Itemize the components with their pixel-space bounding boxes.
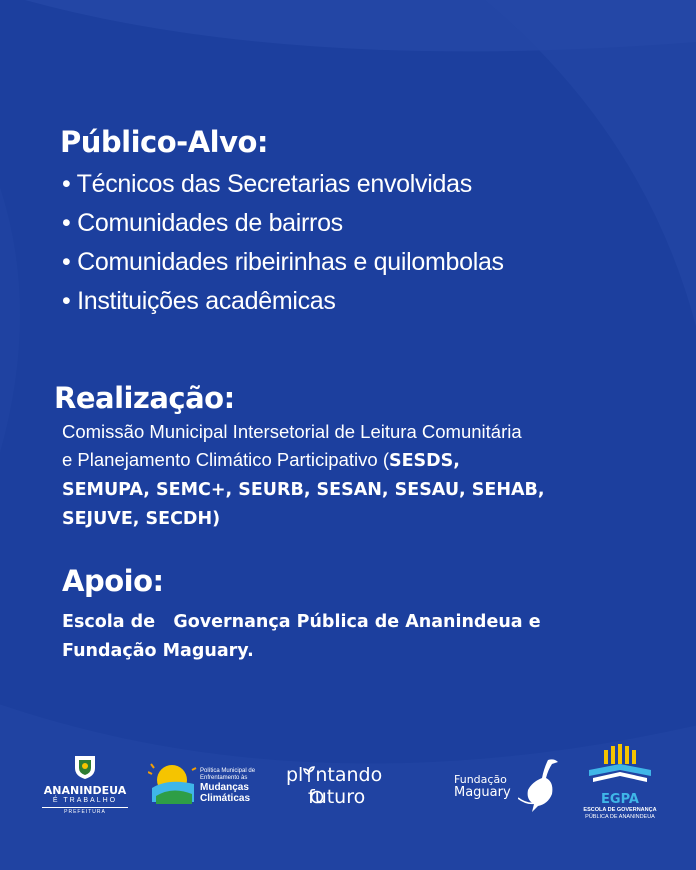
apoio-title: Apoio: xyxy=(62,564,164,598)
plantando-futuro-logo xyxy=(286,764,418,808)
list-item: • Instituições acadêmicas xyxy=(62,282,696,321)
realizacao-line-3: SEMUPA, SEMC+, SEURB, SESAN, SESAU, SEHAB, xyxy=(62,480,545,500)
plantando-line-2: futuro xyxy=(308,786,366,808)
politica-line-2: Enfrentamento às xyxy=(200,775,248,781)
maguary-line-2: Maguary xyxy=(454,785,511,800)
realizacao-line-4: SEJUVE, SECDH) xyxy=(62,509,221,529)
publico-alvo-list xyxy=(62,165,696,321)
egpa-name: EGPA xyxy=(601,792,639,807)
apoio-line-1: Escola de Governança Pública de Ananindeua e xyxy=(62,612,541,632)
fundacao-maguary-logo xyxy=(454,756,564,816)
realizacao-title: Realização: xyxy=(54,381,235,415)
egpa-logo xyxy=(582,744,658,821)
egpa-line-1: ESCOLA DE GOVERNANÇA xyxy=(583,807,657,813)
politica-line-3: Mudanças xyxy=(200,782,249,793)
ananindeua-name: ANANINDEUA xyxy=(43,784,127,797)
realizacao-line-2: e Planejamento Climático Participativo (SESDS, xyxy=(62,449,460,471)
seed-circle-icon xyxy=(310,790,324,804)
apoio-section xyxy=(0,564,696,666)
sprout-icon xyxy=(303,766,315,782)
plantando-line-1: pl ntando xyxy=(286,764,383,786)
publico-alvo-title: Público-Alvo: xyxy=(60,125,268,159)
politica-climatica-logo xyxy=(148,758,270,808)
realizacao-text xyxy=(62,418,696,533)
coat-of-arms-icon xyxy=(71,754,99,780)
book-columns-icon xyxy=(585,744,655,788)
sun-landscape-icon xyxy=(148,758,198,806)
maguary-line-1: Fundação xyxy=(454,773,507,786)
list-item: • Técnicos das Secretarias envolvidas xyxy=(62,165,696,204)
apoio-line-2: Fundação Maguary. xyxy=(62,641,254,661)
politica-line-1: Política Municipal de xyxy=(200,768,256,774)
ananindeua-sub: PREFEITURA xyxy=(42,807,128,816)
realizacao-section xyxy=(0,381,696,533)
politica-line-4: Climáticas xyxy=(200,793,251,804)
logos-row xyxy=(0,742,696,832)
apoio-text xyxy=(62,608,696,666)
ananindeua-logo xyxy=(38,754,132,816)
ananindeua-tagline: É TRABALHO xyxy=(52,797,118,804)
egpa-line-2: PÚBLICA DE ANANINDEUA xyxy=(585,814,655,820)
list-item: • Comunidades ribeirinhas e quilombolas xyxy=(62,243,696,282)
publico-alvo-section xyxy=(0,125,696,321)
heron-bird-icon xyxy=(518,756,562,814)
list-item: • Comunidades de bairros xyxy=(62,204,696,243)
realizacao-line-1: Comissão Municipal Intersetorial de Leitura Comunitária xyxy=(62,421,522,442)
